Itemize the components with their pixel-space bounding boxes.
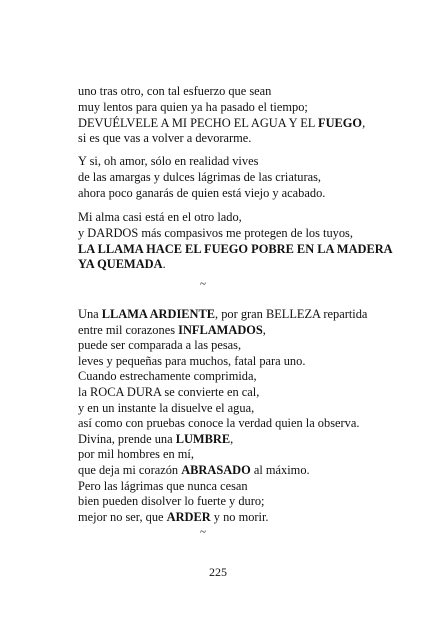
emphasized-text: INFLAMADOS [178,322,263,337]
poem-line [78,385,259,399]
poem-line [78,432,233,446]
emphasized-text: FUEGO [318,115,363,130]
emphasized-text: LLAMA ARDIENTE [101,307,216,321]
poem-line [78,154,258,168]
line-text: DEVUÉLVELE A MI PECHO EL AGUA Y EL [78,115,318,130]
line-text: , [262,322,266,337]
poem-line [78,369,257,383]
line-text: y no morir. [210,509,269,524]
poem-line [78,116,365,130]
poem-line [78,186,325,200]
line-text: Cuando estrechamente comprimida, [78,369,257,384]
line-text: así como con pruebas conoce la verdad quien la observa. [78,416,360,431]
emphasized-text: ABRASADO [181,463,251,477]
emphasized-text: LA LLAMA HACE EL FUEGO POBRE EN LA MADERA [78,241,393,256]
line-text: y en un instante la disuelve el agua, [78,400,255,415]
poem-line [78,447,194,461]
poem-line [78,401,254,415]
line-text: al máximo. [250,463,310,477]
line-text: ahora poco ganarás de quien está viejo y acabado. [78,185,326,200]
poem-line [78,226,353,240]
emphasized-text: YA QUEMADA [78,257,163,272]
page-number: 225 [209,565,227,579]
emphasized-text: LUMBRE [175,431,231,446]
line-text: , [230,431,234,446]
poem-line [78,338,241,352]
line-text: Mi alma casi está en el otro lado, [78,210,242,224]
line-text: Divina, prende una [78,431,176,446]
line-text: , [362,115,366,130]
poem-line [78,242,393,256]
line-text: puede ser comparada a las pesas, [78,338,242,353]
line-text: , por gran BELLEZA repartida [215,307,368,321]
poem-line [78,323,266,337]
line-text: la ROCA DURA se convierte en cal, [78,385,260,399]
line-text: uno tras otro, con tal esfuerzo que sean [78,84,272,98]
line-text: Y si, oh amor, sólo en realidad vives [78,154,259,168]
line-text: Una [78,307,102,321]
line-text: muy lentos para quien ya ha pasado el tiempo; [78,99,308,114]
poem-line [78,494,265,508]
poem-line [78,131,251,145]
line-text: entre mil corazones [78,322,179,337]
line-text: leves y pequeñas para muchos, fatal para uno. [78,353,306,368]
line-text: Pero las lágrimas que nunca cesan [78,478,248,493]
poem-line [78,354,305,368]
emphasized-text: ARDER [166,509,211,524]
separator-tilde: ~ [200,526,206,538]
poem-line [78,84,271,98]
poem-line [78,210,242,224]
line-text: bien pueden disolver lo fuerte y duro; [78,494,265,509]
poem-line [78,510,269,524]
line-text: y DARDOS más compasivos me protegen de los tuyos, [78,225,353,240]
poem-line [78,479,248,493]
line-text: si es que vas a volver a devorarme. [78,131,252,146]
line-text: que deja mi corazón [78,463,182,477]
line-text: de las amargas y dulces lágrimas de las criaturas, [78,169,322,184]
line-text: mejor no ser, que [78,509,167,524]
poem-line [78,307,367,321]
poem-line [78,416,359,430]
separator-tilde: ~ [200,278,206,290]
line-text: por mil hombres en mí, [78,447,194,462]
line-text: . [162,257,166,272]
poem-line [78,463,310,477]
poem-line [78,257,166,271]
poem-line [78,100,308,114]
poem-line [78,170,321,184]
